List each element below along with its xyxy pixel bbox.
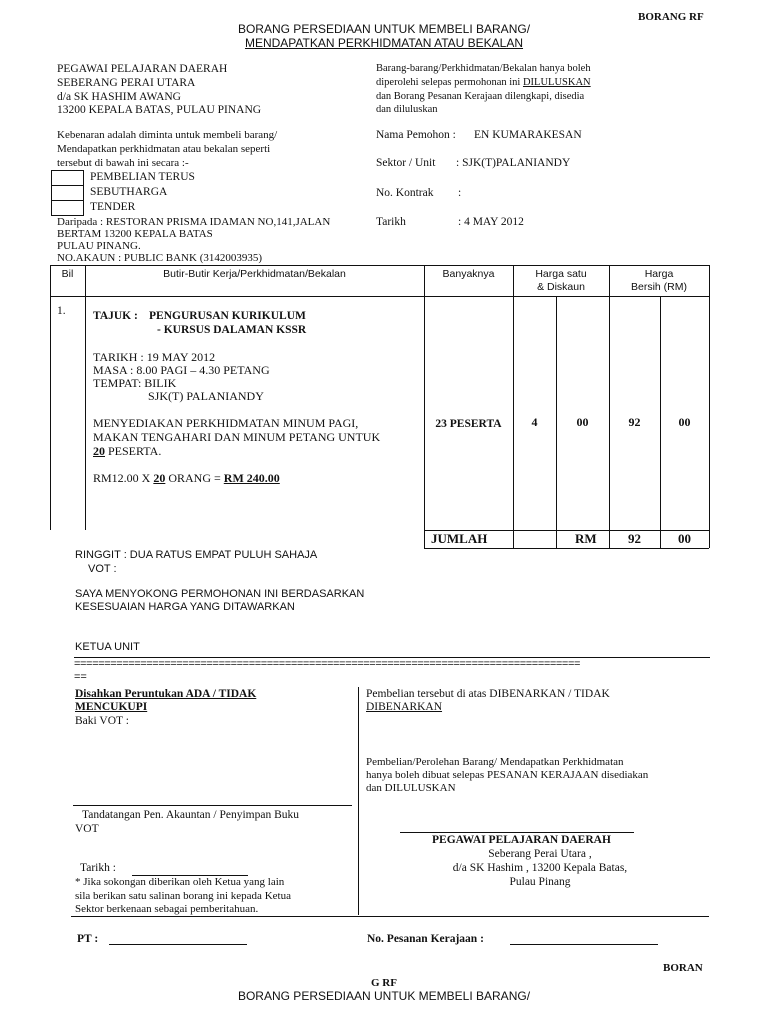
header-bil: Bil	[61, 268, 74, 280]
approval-statement: Pembelian tersebut di atas DIBENARKAN / TIDAK	[366, 688, 610, 700]
vot-field: VOT :	[88, 563, 117, 575]
divider-equals: ====================================================================================	[74, 658, 581, 670]
option-label: PEMBELIAN TERUS	[90, 171, 195, 183]
officer-address: d/a SK Hashim , 13200 Kepala Batas,	[452, 862, 628, 874]
event-time: MASA : 8.00 PAGI – 4.30 PETANG	[93, 363, 270, 377]
supplier-line: BERTAM 13200 KEPALA BATAS	[57, 228, 213, 240]
checkbox-pembelian-terus[interactable]	[51, 170, 84, 186]
header-quantity: Banyaknya	[442, 268, 495, 280]
date-label: Tarikh	[376, 216, 406, 228]
tajuk-subtitle: - KURSUS DALAMAN KSSR	[157, 324, 307, 336]
header-net-price: Harga	[644, 268, 674, 280]
date-value: : 4 MAY 2012	[458, 216, 524, 228]
purchase-order-field[interactable]	[510, 944, 658, 945]
officer-title: PEGAWAI PELAJARAN DAERAH	[432, 834, 611, 846]
column-divider	[358, 687, 359, 915]
form-code: BORANG RF	[638, 11, 704, 23]
service-description: 20 PESERTA.	[93, 444, 162, 458]
pt-label: PT :	[77, 933, 99, 945]
tajuk-value: PENGURUSAN KURIKULUM	[149, 310, 306, 322]
pt-field[interactable]	[109, 944, 247, 945]
total-label: JUMLAH	[431, 531, 488, 546]
divider-equals-end: ==	[74, 671, 87, 683]
amount-in-words: RINGGIT : DUA RATUS EMPAT PULUH SAHAJA	[75, 549, 318, 561]
checkbox-sebutharga[interactable]	[51, 185, 84, 201]
tarikh-label: Tarikh :	[80, 862, 116, 874]
signature-caption: VOT	[75, 823, 99, 835]
tajuk-label: TAJUK :	[93, 310, 138, 322]
contract-value: :	[458, 187, 462, 199]
approval-statement: DIBENARKAN	[366, 701, 443, 713]
footnote: Sektor berkenaan sebagai pemberitahuan.	[75, 903, 259, 915]
request-line: Mendapatkan perkhidmatan atau bekalan seperti	[57, 143, 271, 155]
officer-address: Seberang Perai Utara ,	[488, 848, 592, 860]
header-unit-price: Harga satu	[535, 268, 587, 280]
price-calculation: RM12.00 X 20 ORANG = RM 240.00	[93, 471, 280, 485]
condition-text: dan DILULUSKAN	[366, 782, 456, 794]
row-number: 1.	[57, 305, 66, 317]
request-line: Kebenaran adalah diminta untuk membeli barang/	[57, 129, 278, 141]
unit-price-rm: 4	[531, 415, 538, 429]
sector-label: Sektor / Unit	[376, 157, 436, 169]
event-place: TEMPAT: BILIK	[93, 376, 177, 390]
unit-price-sen: 00	[576, 415, 589, 429]
net-price-rm: 92	[628, 415, 641, 429]
condition-text: Pembelian/Perolehan Barang/ Mendapatkan Perkhidmatan	[366, 756, 624, 768]
event-date: TARIKH : 19 MAY 2012	[93, 350, 216, 364]
quantity-cell: 23 PESERTA	[435, 418, 502, 430]
header-net-price-sub: Bersih (RM)	[630, 281, 687, 293]
contract-label: No. Kontrak	[376, 187, 434, 199]
sector-value: : SJK(T)PALANIANDY	[456, 157, 571, 169]
condition-text: hanya boleh dibuat selepas PESANAN KERAJAAN disediakan	[366, 769, 649, 781]
allocation-title: Disahkan Peruntukan ADA / TIDAK	[75, 688, 257, 700]
support-statement: KESESUAIAN HARGA YANG DITAWARKAN	[75, 601, 295, 613]
checkbox-tender[interactable]	[51, 200, 84, 216]
service-description: MENYEDIAKAN PERKHIDMATAN MINUM PAGI,	[93, 416, 359, 430]
signature-line	[73, 805, 352, 806]
supplier-line: NO.AKAUN : PUBLIC BANK (3142003935)	[57, 252, 263, 264]
footer-form-code: BORAN	[663, 962, 703, 974]
request-line: tersebut di bawah ini secara :-	[57, 157, 189, 169]
form-title-line1: BORANG PERSEDIAAN UNTUK MEMBELI BARANG/	[237, 22, 531, 36]
address-line: PEGAWAI PELAJARAN DAERAH	[57, 63, 228, 75]
supplier-line: PULAU PINANG.	[57, 240, 141, 252]
officer-signature-line	[400, 832, 634, 833]
ketua-unit-label: KETUA UNIT	[75, 641, 140, 653]
total-currency: RM	[575, 531, 597, 546]
address-line: SEBERANG PERAI UTARA	[57, 77, 196, 89]
address-line: d/a SK HASHIM AWANG	[57, 91, 181, 103]
service-description: MAKAN TENGAHARI DAN MINUM PETANG UNTUK	[93, 430, 381, 444]
supplier-line: Daripada : RESTORAN PRISMA IDAMAN NO,141,JALAN	[57, 216, 331, 228]
footer-title: BORANG PERSEDIAAN UNTUK MEMBELI BARANG/	[237, 989, 531, 1003]
total-rm: 92	[628, 531, 641, 546]
officer-address: Pulau Pinang	[509, 876, 571, 888]
form-title-line2: MENDAPATKAN PERKHIDMATAN ATAU BEKALAN	[244, 36, 524, 50]
allocation-title: MENCUKUPI	[75, 701, 148, 713]
header-description: Butir-Butir Kerja/Perkhidmatan/Bekalan	[163, 268, 346, 280]
footer-form-code-cont: G RF	[371, 977, 397, 989]
address-line: 13200 KEPALA BATAS, PULAU PINANG	[57, 104, 262, 116]
applicant-label: Nama Pemohon :	[376, 129, 456, 141]
signature-caption: Tandatangan Pen. Akauntan / Penyimpan Buku	[82, 809, 300, 821]
header-unit-price-sub: & Diskaun	[537, 281, 585, 293]
purchase-order-label: No. Pesanan Kerajaan :	[367, 933, 484, 945]
total-sen: 00	[678, 531, 691, 546]
applicant-value: EN KUMARAKESAN	[474, 129, 582, 141]
baki-vot-label: Baki VOT :	[75, 715, 129, 727]
option-label: SEBUTHARGA	[90, 186, 168, 198]
option-label: TENDER	[90, 201, 136, 213]
section-bottom-line	[71, 916, 709, 917]
support-statement: SAYA MENYOKONG PERMOHONAN INI BERDASARKAN	[75, 588, 365, 600]
footnote: * Jika sokongan diberikan oleh Ketua yang lain	[75, 876, 285, 888]
footnote: sila berikan satu salinan borang ini kepada Ketua	[75, 890, 291, 902]
net-price-sen: 00	[678, 415, 691, 429]
event-place-detail: SJK(T) PALANIANDY	[148, 389, 264, 403]
